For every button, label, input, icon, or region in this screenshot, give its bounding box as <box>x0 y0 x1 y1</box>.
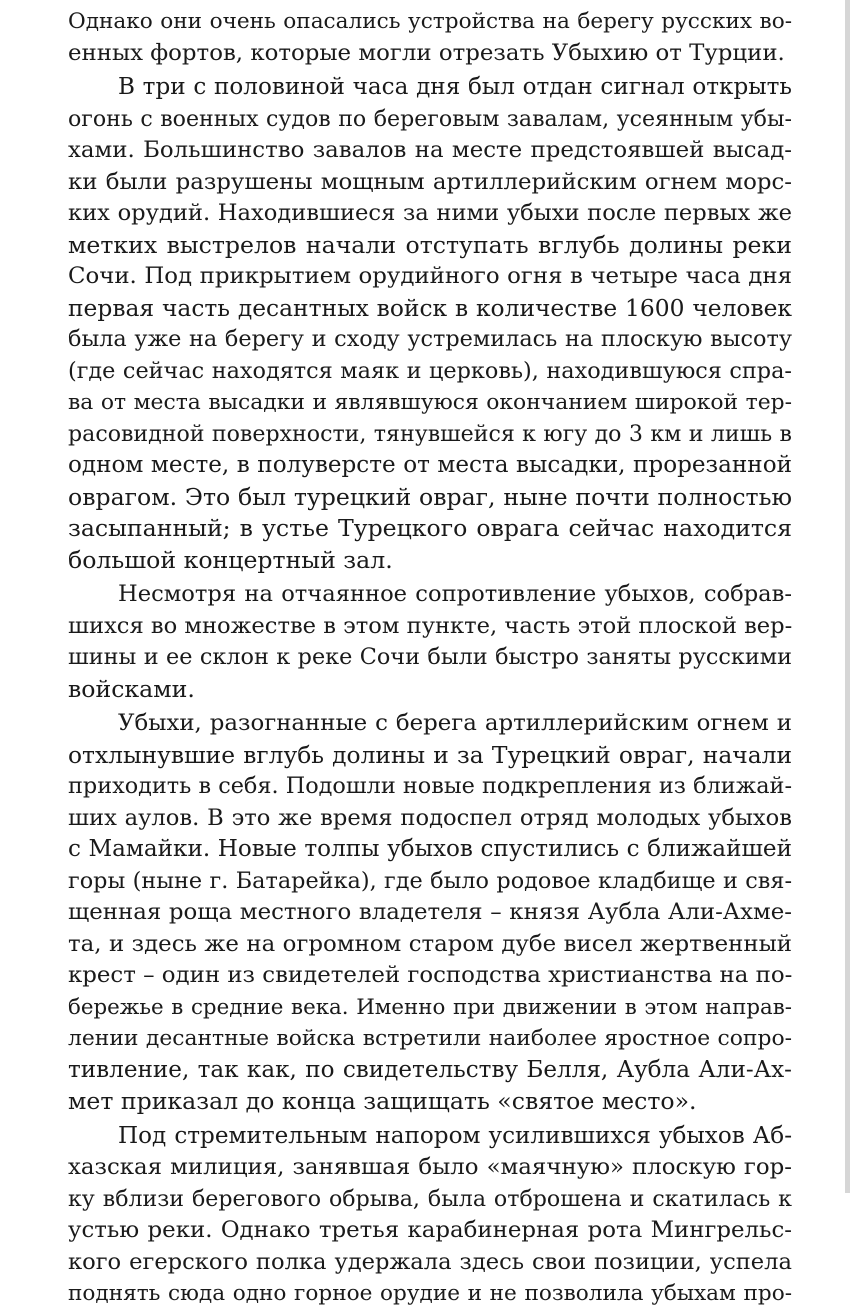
text-line: Убыхи, разогнанные с берега артиллерийским огнем и <box>118 710 792 736</box>
text-line: кого егерского полка удержала здесь свои позиции, успела <box>68 1248 792 1275</box>
text-line: ва от места высадки и являвшуюся окончанием широкой тер- <box>68 390 792 415</box>
text-line: ку вблизи берегового обрыва, была отброшена и скатилась к <box>68 1185 792 1212</box>
text-line: Под стремительным напором усилившихся убыхов Аб- <box>118 1122 792 1149</box>
text-line: Однако они очень опасались устройства на берегу русских во- <box>68 9 792 34</box>
text-line: ких орудий. Находившиеся за ними убыхи после первых же <box>68 200 792 226</box>
text-line: огонь с военных судов по береговым завалам, усеянным убы- <box>68 105 792 132</box>
text-line: та, и здесь же на огромном старом дубе висел жертвенный <box>68 930 792 957</box>
text-line: метких выстрелов начали отступать вглубь долины реки <box>68 230 792 259</box>
page-edge-shadow <box>845 0 850 1193</box>
text-line: засыпанный; в устье Турецкого оврага сейчас находится <box>68 514 792 542</box>
text-line: большой концертный зал. <box>68 545 393 574</box>
text-line: расовидной поверхности, тянувшейся к югу до 3 км и лишь в <box>68 420 792 447</box>
paragraph <box>68 1121 792 1310</box>
text-line: ки были разрушены мощным артиллерийским огнем морс- <box>68 168 792 195</box>
text-line: отхлынувшие вглубь долины и за Турецкий овраг, начали <box>68 740 792 769</box>
paragraph <box>68 6 792 69</box>
text-line: войсками. <box>68 674 195 703</box>
text-line: была уже на берегу и сходу устремилась на плоскую высоту <box>68 326 792 352</box>
text-line: лении десантные войска встретили наиболее яростное сопро- <box>68 1026 792 1051</box>
page-text-body <box>68 6 792 1313</box>
text-line: хами. Большинство завалов на месте предстоявшей высад- <box>68 137 792 163</box>
text-line: одном месте, в полуверсте от места высадки, прорезанной <box>68 452 792 478</box>
text-line: устью реки. Однако третья карабинерная рота Мингрельс- <box>68 1217 792 1243</box>
text-line: приходить в себя. Подошли новые подкрепления из ближай- <box>68 773 792 799</box>
paragraph <box>68 579 792 705</box>
text-line: с Мамайки. Новые толпы убыхов спустились с ближайшей <box>68 836 792 862</box>
text-line: оврагом. Это был турецкий овраг, ныне почти полностью <box>68 482 792 511</box>
paragraph <box>68 72 792 576</box>
text-line: шихся во множестве в этом пункте, часть этой плоской вер- <box>68 612 793 639</box>
text-line: тивление, так как, по свидетельству Белля, Аубла Али-Ах- <box>68 1056 792 1083</box>
paragraph <box>68 708 792 1118</box>
text-line: (где сейчас находятся маяк и церковь), находившуюся спра- <box>68 357 792 384</box>
text-line: первая часть десантных войск в количестве 1600 человек <box>68 293 792 322</box>
text-line: В три с половиной часа дня был отдан сигнал открыть <box>118 74 792 100</box>
text-line: бережье в средние века. Именно при движении в этом направ- <box>68 994 792 1020</box>
text-line: Сочи. Под прикрытием орудийного огня в четыре часа дня <box>68 263 792 289</box>
text-line: поднять сюда одно горное орудие и не позволила убыхам про- <box>68 1281 792 1306</box>
text-line: Несмотря на отчаянное сопротивление убыхов, собрав- <box>118 581 792 607</box>
text-line: щенная роща местного владетеля – князя Аубла Али-Ахме- <box>68 899 792 925</box>
text-line: мет приказал до конца защищать «святое место». <box>68 1087 697 1115</box>
text-line: енных фортов, которые могли отрезать Убыхию от Турции. <box>68 39 785 66</box>
text-line: ших аулов. В это же время подоспел отряд молодых убыхов <box>68 804 792 831</box>
text-line: хазская милиция, занявшая было «маячную» плоскую гор- <box>68 1154 792 1180</box>
text-line: крест – один из свидетелей господства христианства на по- <box>68 962 793 988</box>
text-line: горы (ныне г. Батарейка), где было родовое кладбище и свя- <box>68 867 792 894</box>
text-line: шины и ее склон к реке Сочи были быстро заняты русскими <box>68 644 792 670</box>
